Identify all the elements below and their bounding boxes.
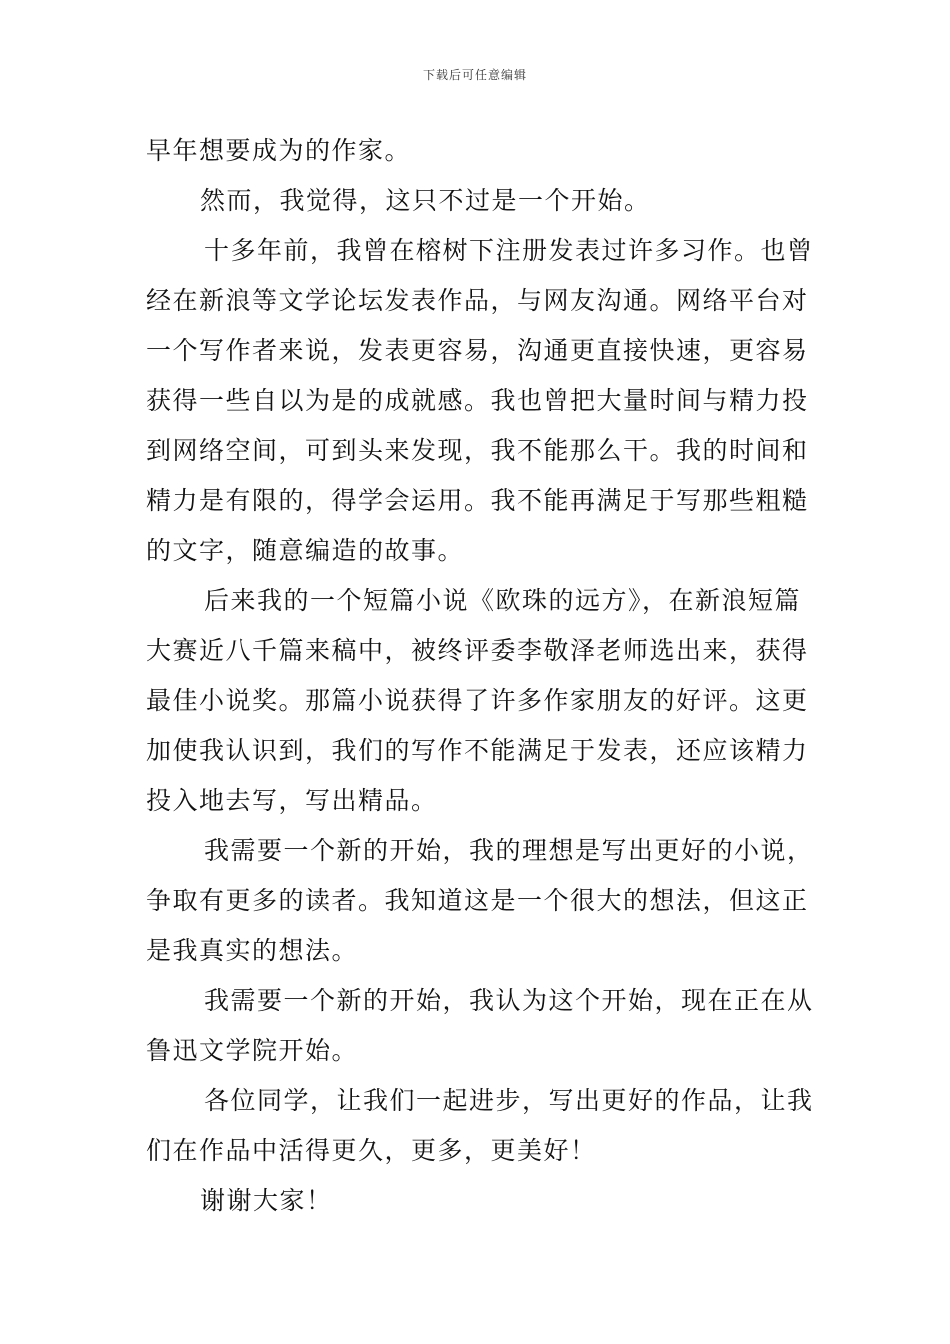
text-line: 是我真实的想法。 <box>146 936 359 965</box>
text-line: 各位同学，让我们一起进步，写出更好的作品，让我 <box>204 1086 814 1115</box>
text-line: 加使我认识到，我们的写作不能满足于发表，还应该精力 <box>146 736 809 765</box>
text-line: 鲁迅文学院开始。 <box>146 1036 359 1065</box>
page-header-note: 下载后可任意编辑 <box>422 68 527 82</box>
text-line: 最佳小说奖。那篇小说获得了许多作家朋友的好评。这更 <box>146 686 809 715</box>
text-line: 十多年前，我曾在榕树下注册发表过许多习作。也曾 <box>204 236 814 265</box>
text-line: 们在作品中活得更久，更多，更美好！ <box>146 1136 597 1165</box>
text-line: 我需要一个新的开始，我的理想是写出更好的小说， <box>204 836 814 865</box>
text-line: 一个写作者来说，发表更容易，沟通更直接快速，更容易 <box>146 336 809 365</box>
text-line: 精力是有限的，得学会运用。我不能再满足于写那些粗糙 <box>146 486 809 515</box>
text-line: 早年想要成为的作家。 <box>146 136 412 165</box>
text-line: 然而，我觉得，这只不过是一个开始。 <box>200 186 651 215</box>
text-line: 获得一些自以为是的成就感。我也曾把大量时间与精力投 <box>146 386 809 415</box>
text-line: 后来我的一个短篇小说《欧珠的远方》，在新浪短篇 <box>204 586 802 615</box>
document-body <box>146 126 814 1226</box>
text-line: 投入地去写，写出精品。 <box>146 786 438 815</box>
text-line: 经在新浪等文学论坛发表作品，与网友沟通。网络平台对 <box>146 286 809 315</box>
text-line: 大赛近八千篇来稿中，被终评委李敬泽老师选出来，获得 <box>146 636 809 665</box>
text-line: 谢谢大家！ <box>200 1186 333 1215</box>
text-line: 的文字，随意编造的故事。 <box>146 536 465 565</box>
text-line: 争取有更多的读者。我知道这是一个很大的想法，但这正 <box>146 886 809 915</box>
text-line: 我需要一个新的开始，我认为这个开始，现在正在从 <box>204 986 814 1015</box>
text-line: 到网络空间，可到头来发现，我不能那么干。我的时间和 <box>146 436 809 465</box>
